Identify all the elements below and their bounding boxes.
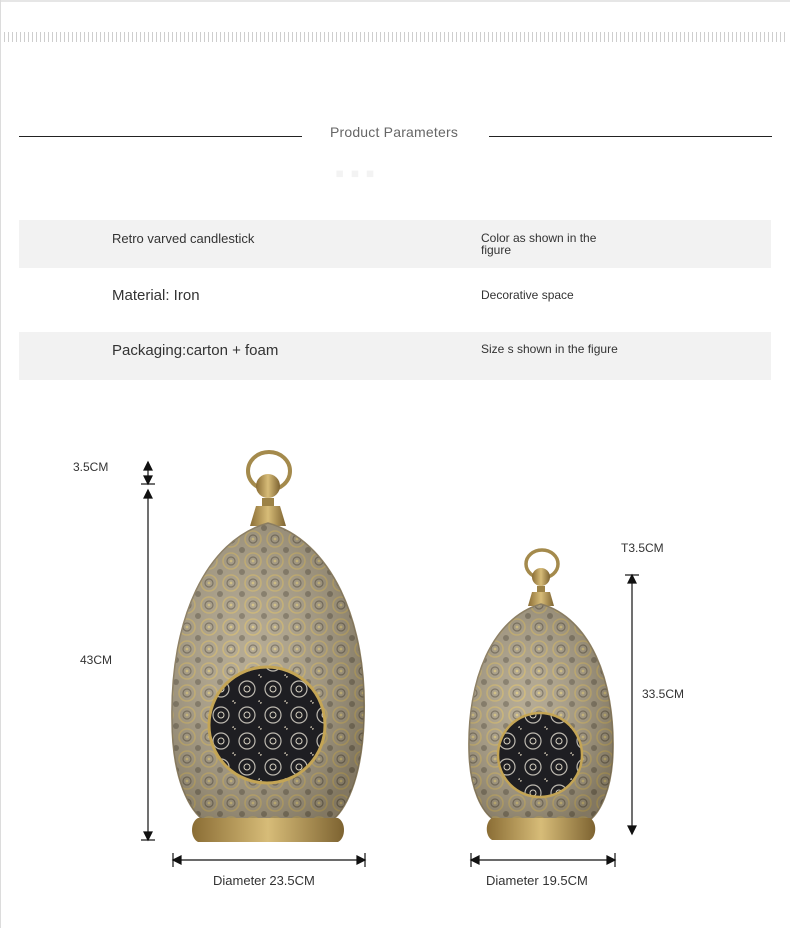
watermark-text: ▪▪▪ bbox=[335, 158, 381, 188]
section-title: Product Parameters bbox=[329, 124, 459, 140]
param-name: Packaging:carton + foam bbox=[112, 342, 279, 359]
small-diameter-label: Diameter 19.5CM bbox=[486, 873, 588, 888]
param-value: Decorative space bbox=[481, 288, 574, 302]
large-body-height-label: 43CM bbox=[80, 653, 113, 667]
large-diameter-label: Diameter 23.5CM bbox=[213, 873, 315, 888]
small-lantern bbox=[469, 550, 613, 840]
param-value: Size s shown in the figure bbox=[481, 342, 618, 356]
small-top-height-label: T3.5CM bbox=[621, 541, 664, 555]
small-body-height-label: 33.5CM bbox=[642, 687, 685, 701]
param-name: Material: Iron bbox=[112, 287, 200, 304]
param-value: Color as shown in the figure bbox=[481, 231, 597, 257]
param-name: Retro varved candlestick bbox=[112, 231, 255, 246]
large-lantern bbox=[172, 452, 364, 842]
large-top-height-label: 3.5CM bbox=[73, 460, 109, 474]
